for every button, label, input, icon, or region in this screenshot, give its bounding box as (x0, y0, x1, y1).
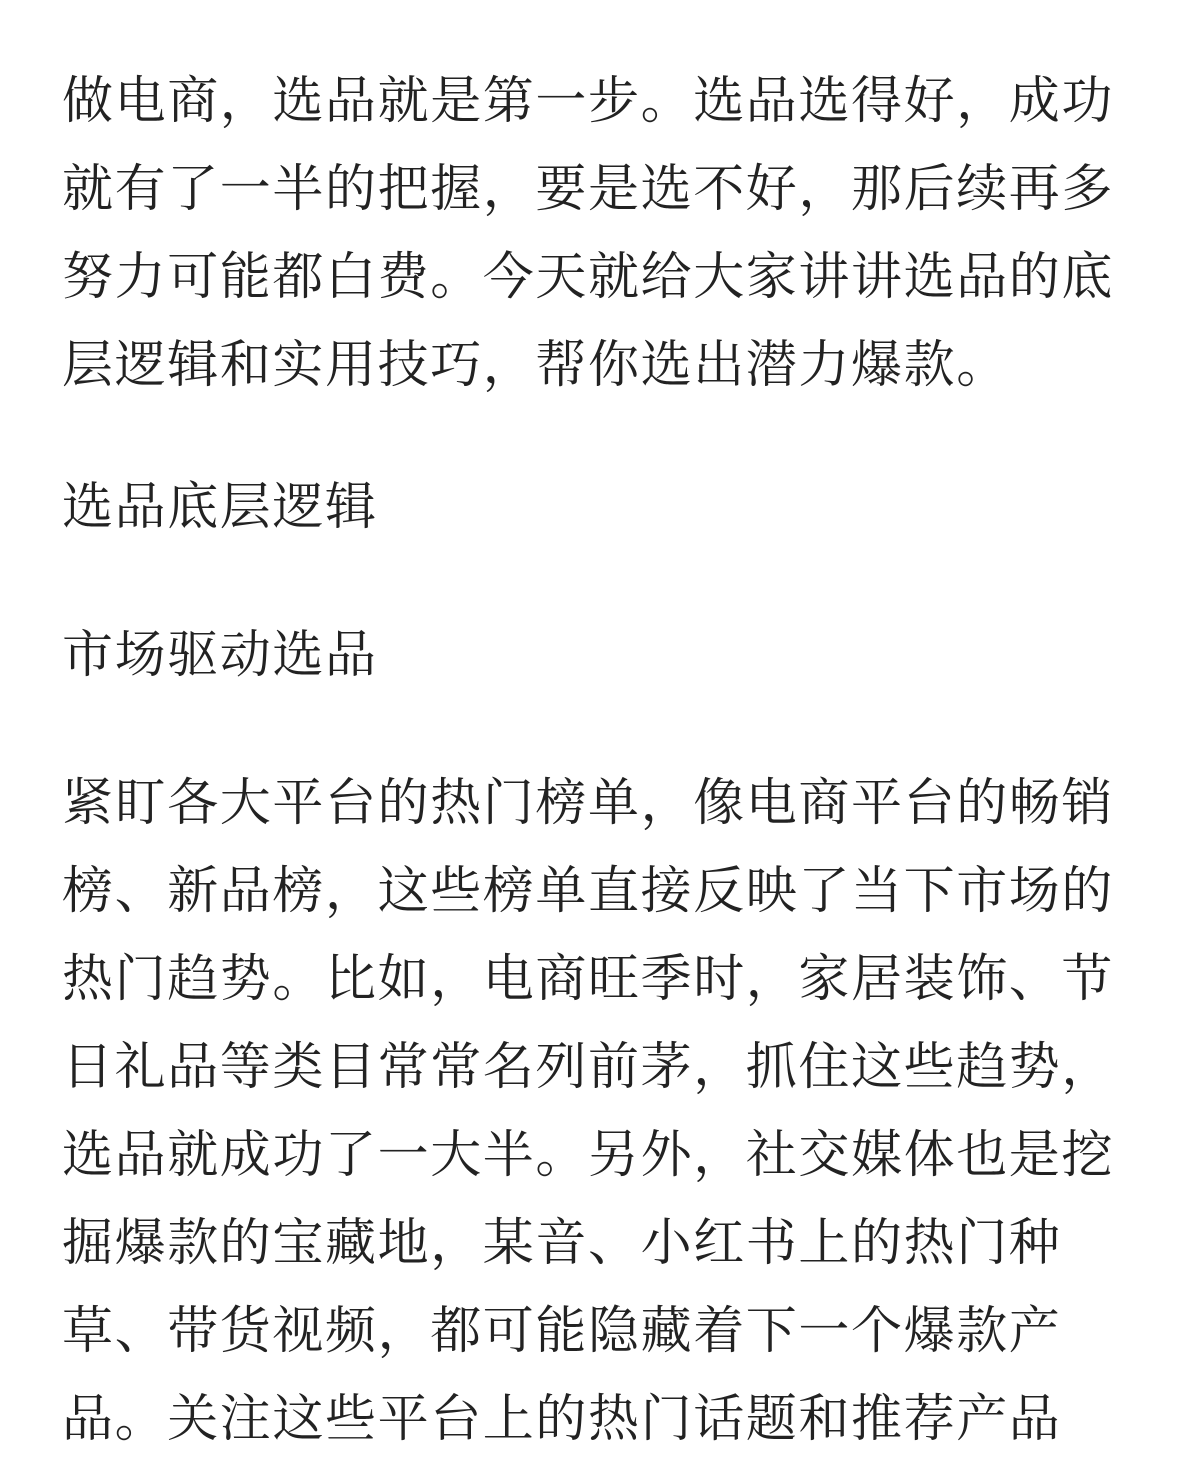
section-heading: 选品底层逻辑 (62, 478, 378, 537)
body-paragraph: 紧盯各大平台的热门榜单，像电商平台的畅销榜、新品榜，这些榜单直接反映了当下市场的热门趋势。比如，电商旺季时，家居装饰、节日礼品等类目常常名列前茅，抓住这些趋势，选品就成功了一大半。另外，社交媒体也是挖掘爆款的宝藏地，某音、小红书上的热门种草、带货视频，都可能隐藏着下一个爆款产品。关注这些平台上的热门话题和推荐产品 (62, 774, 1115, 1449)
intro-paragraph: 做电商，选品就是第一步。选品选得好，成功就有了一半的把握，要是选不好，那后续再多努力可能都白费。今天就给大家讲讲选品的底层逻辑和实用技巧，帮你选出潜力爆款。 (62, 72, 1115, 395)
subsection-heading: 市场驱动选品 (62, 626, 378, 685)
